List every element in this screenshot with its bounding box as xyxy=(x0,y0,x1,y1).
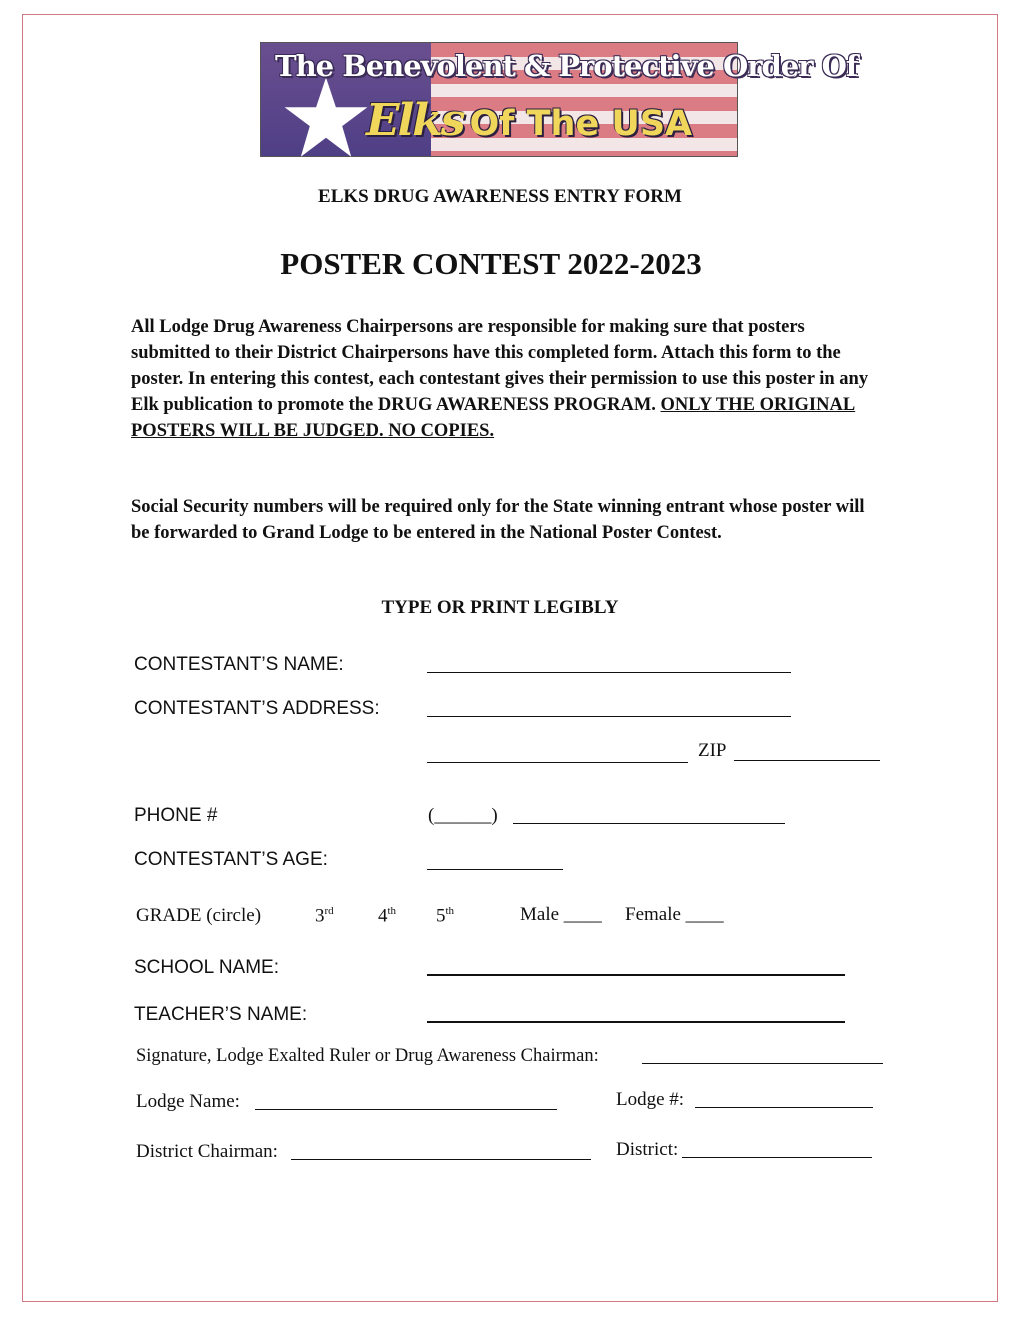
print-instruction: TYPE OR PRINT LEGIBLY xyxy=(381,597,619,618)
lodge-number-label: Lodge #: xyxy=(616,1089,685,1110)
female-option[interactable]: Female ____ xyxy=(625,904,724,925)
grade-5-option[interactable] xyxy=(436,905,454,927)
grade-3-suffix: rd xyxy=(324,905,334,917)
contestant-age-label: CONTESTANT’S AGE: xyxy=(134,849,328,870)
lodge-name-field[interactable] xyxy=(255,1109,557,1110)
ssn-paragraph: Social Security numbers will be required only for the State winning entrant whose poster will be forwarded to Grand Lodge to be entered in the National Poster Contest. xyxy=(131,497,865,543)
instructions-underlined: ONLY THE ORIGINAL POSTERS WILL BE JUDGED. NO COPIES. xyxy=(131,395,856,441)
teacher-name-label: TEACHER’S NAME: xyxy=(134,1004,308,1025)
district-field[interactable] xyxy=(682,1157,872,1158)
male-option[interactable]: Male ____ xyxy=(520,904,602,925)
grade-3-number: 3 xyxy=(315,905,325,927)
lodge-number-field[interactable] xyxy=(695,1107,873,1108)
phone-area-code-field[interactable]: (______) xyxy=(428,805,498,826)
signature-field[interactable] xyxy=(642,1063,883,1064)
banner-elks: Elks xyxy=(366,95,464,146)
school-name-field[interactable] xyxy=(427,974,845,976)
signature-label: Signature, Lodge Exalted Ruler or Drug Awareness Chairman: xyxy=(136,1046,599,1066)
teacher-name-field[interactable] xyxy=(427,1021,845,1023)
elks-banner-logo xyxy=(260,42,858,157)
banner-line2 xyxy=(366,95,692,146)
contest-title: POSTER CONTEST 2022-2023 xyxy=(280,246,702,281)
lodge-name-label: Lodge Name: xyxy=(136,1091,240,1112)
phone-number-field[interactable] xyxy=(513,823,785,824)
city-state-field[interactable] xyxy=(427,762,688,763)
star-icon xyxy=(281,73,371,163)
contestant-name-label: CONTESTANT’S NAME: xyxy=(134,654,344,675)
grade-4-suffix: th xyxy=(387,905,397,917)
district-chairman-field[interactable] xyxy=(291,1159,591,1160)
grade-5-number: 5 xyxy=(436,905,446,927)
grade-5-suffix: th xyxy=(445,905,455,917)
contestant-address-field[interactable] xyxy=(427,716,791,717)
banner-usa: Of The USA xyxy=(469,104,693,144)
grade-label: GRADE (circle) xyxy=(136,905,262,926)
contestant-name-field[interactable] xyxy=(427,672,791,673)
district-label: District: xyxy=(616,1139,679,1160)
zip-label: ZIP xyxy=(698,740,727,761)
zip-field[interactable] xyxy=(734,760,880,761)
district-chairman-label: District Chairman: xyxy=(136,1141,278,1162)
grade-3-option[interactable] xyxy=(315,905,334,927)
grade-4-number: 4 xyxy=(378,905,388,927)
grade-4-option[interactable] xyxy=(378,905,396,927)
contestant-address-label: CONTESTANT’S ADDRESS: xyxy=(134,698,380,719)
instructions-paragraph xyxy=(131,314,876,444)
school-name-label: SCHOOL NAME: xyxy=(134,957,279,978)
contestant-age-field[interactable] xyxy=(427,869,563,870)
instructions-text: All Lodge Drug Awareness Chairpersons are responsible for making sure that posters submitted to their District Chairpersons have this completed form. Attach this form to the poster. In entering this contest, each contestant gives their permission to use this poster in any Elk publication to promote the DRUG AWARENESS PROGRAM. xyxy=(131,317,869,415)
banner-line1: The Benevolent & Protective Order Of xyxy=(275,49,858,83)
phone-label: PHONE # xyxy=(134,805,218,826)
form-title: ELKS DRUG AWARENESS ENTRY FORM xyxy=(318,186,682,207)
